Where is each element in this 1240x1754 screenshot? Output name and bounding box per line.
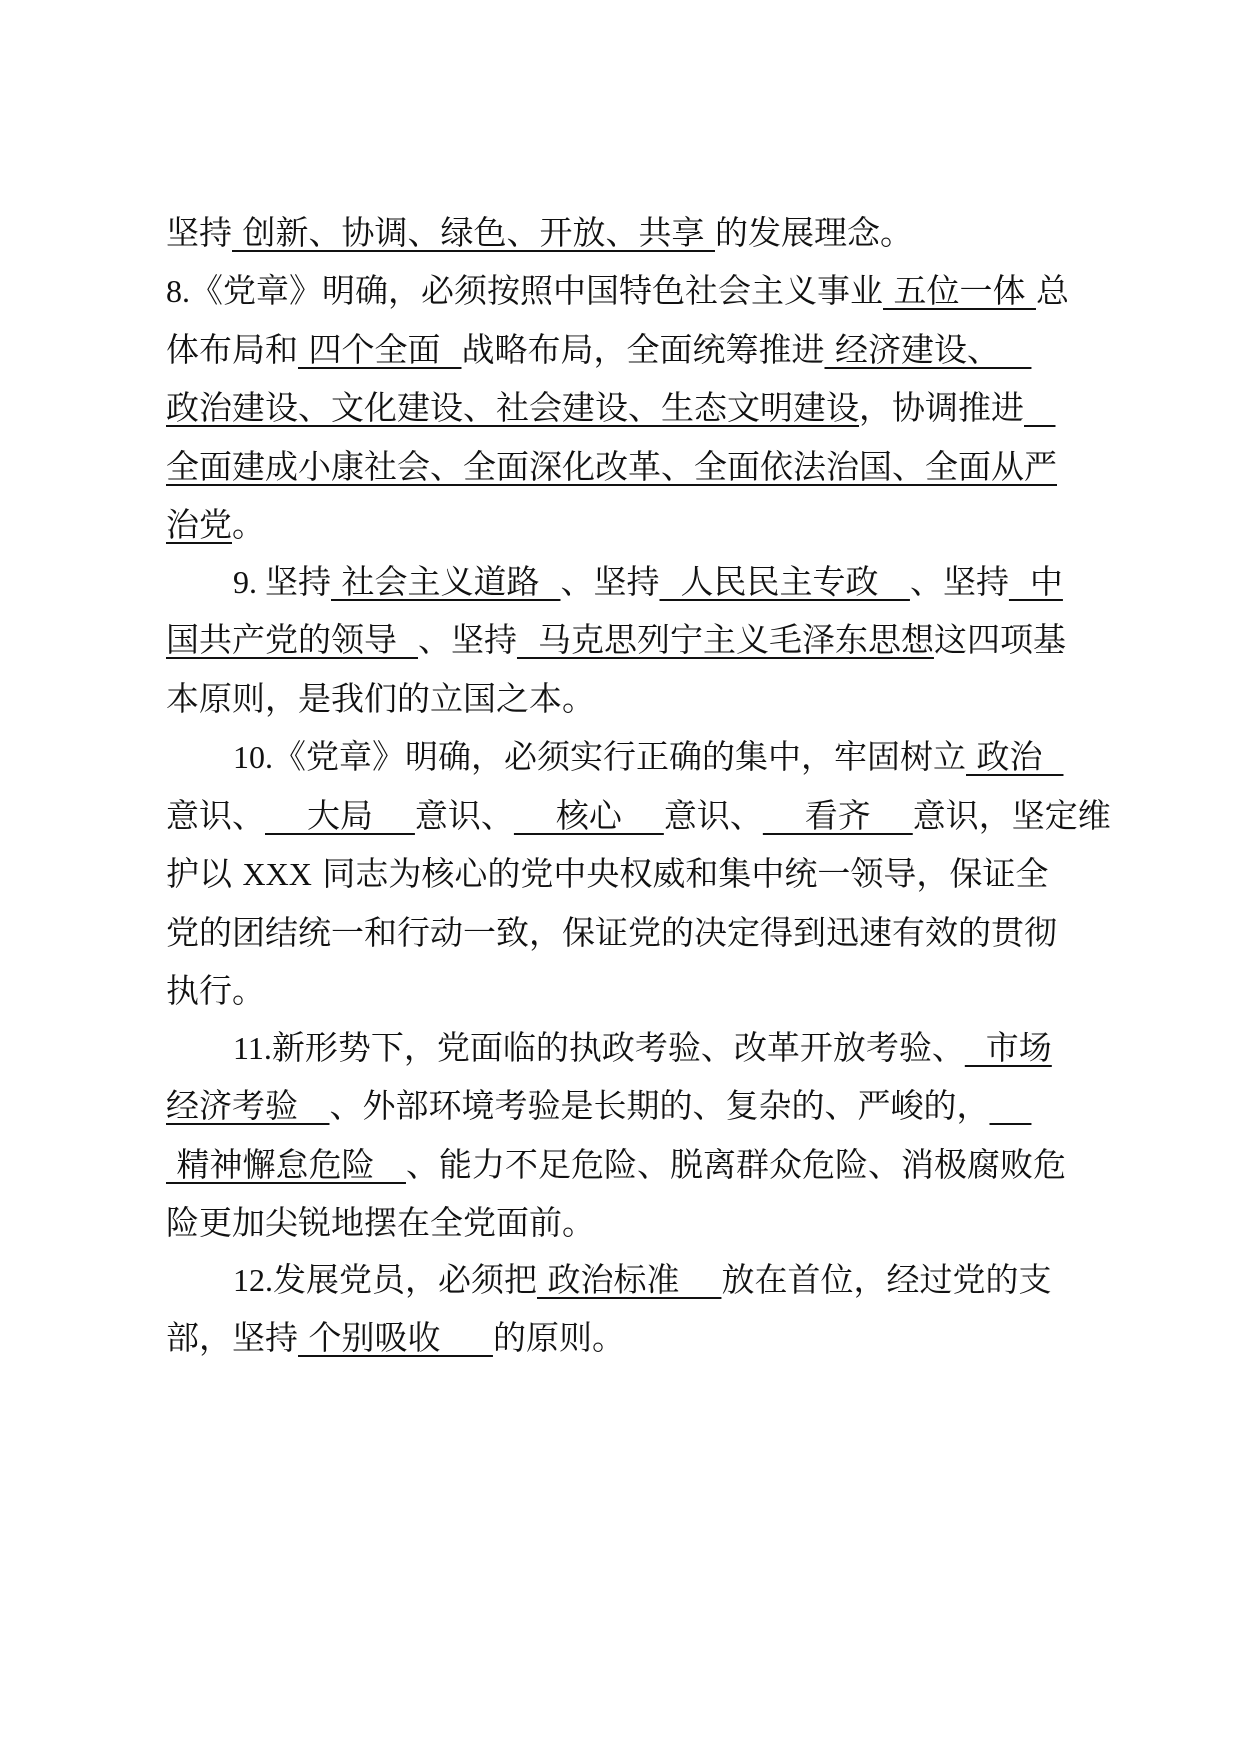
text-line [166,786,1111,846]
text-segment: 新形势下，党面临的执政考验、改革开放考验、 [271,1028,965,1067]
fill-in-answer: 精神懈怠危险 [166,1145,406,1184]
text-segment: 的发展理念。 [714,213,913,252]
text-line [166,1135,1076,1195]
fill-in-answer: 政治 [966,737,1064,776]
text-segment: 同志为核心的党中央权威和集中统一领导，保证全 [311,854,1049,893]
text-segment: 、外部环境考验是长期的、复杂的、严峻的， [329,1086,990,1125]
text-segment: 、坚持 [417,620,517,659]
text-segment: 《党章》明确，必须实行正确的集中，牢固树立 [273,737,966,776]
text-segment: 意识、 [663,796,763,835]
fill-in-answer: 经济考验 [166,1086,330,1125]
fill-in-answer: 政治建设、文化建设、社会建设、生态文明建设 [166,388,859,427]
text-line [166,495,1076,555]
text-segment: 意识，坚定维 [912,796,1111,835]
text-segment: 《党章》明确，必须按照中国特色社会主义事业 [190,271,883,310]
text-segment: 战略布局，全面统筹推进 [461,330,825,369]
fill-in-answer: 中 [1008,562,1063,601]
fill-in-answer: 个别吸收 [298,1318,493,1357]
fill-in-answer: 国共产党的领导 [166,620,418,659]
text-segment: 险更加尖锐地摆在全党面前。 [166,1203,595,1242]
fill-in-answer: 马克思列宁主义毛泽东思想 [516,620,934,659]
text-line [166,437,1076,497]
text-line [233,727,1076,787]
text-segment: ，协调推进 [859,388,1024,427]
fill-in-answer: 社会主义道路 [331,562,561,601]
fill-in-answer: 政治标准 [537,1260,722,1299]
fill-in-answer [1024,388,1055,427]
text-segment: 部，坚持 [166,1318,298,1357]
text-line [233,1018,1076,1078]
text-line [166,903,1076,963]
text-line [166,203,1076,263]
text-line [166,610,1076,670]
text-segment: 执行。 [166,971,265,1010]
fill-in-answer: 看齐 [762,796,913,835]
fill-in-answer: 市场 [964,1028,1052,1067]
fill-in-answer: 四个全面 [298,330,462,369]
fill-in-answer: 治党 [166,505,232,544]
text-line [166,1308,1076,1368]
fill-in-answer: 经济建设、 [824,330,1032,369]
text-segment: 这四项基 [933,620,1066,659]
text-line [166,961,1076,1021]
fill-in-answer: 创新、协调、绿色、开放、共享 [232,213,715,252]
text-segment: 8. [166,273,190,309]
fill-in-answer: 全面建成小康社会、全面深化改革、全面依法治国、全面从严 [166,447,1057,486]
text-segment: 意识、 [414,796,514,835]
text-segment: 本原则，是我们的立国之本。 [166,679,595,718]
text-line [233,552,1076,612]
text-segment: 体布局和 [166,330,298,369]
text-line [233,1250,1076,1310]
text-segment: 坚持 [166,213,232,252]
text-line [166,1193,1076,1253]
text-segment: 的原则。 [492,1318,625,1357]
text-segment: 党的团结统一和行动一致，保证党的决定得到迅速有效的贯彻 [166,913,1057,952]
text-segment: 12. [233,1262,273,1298]
text-segment: 、能力不足危险、脱离群众危险、消极腐败危 [405,1145,1066,1184]
text-segment: 、坚持 [909,562,1009,601]
fill-in-answer: 大局 [265,796,415,835]
text-segment: 。 [232,505,265,544]
text-segment: 护以 [166,854,243,893]
text-segment: XXX [242,856,312,892]
text-line [166,320,1076,380]
text-segment: 总 [1035,271,1069,310]
text-segment: 意识、 [166,796,265,835]
text-line [166,378,1076,438]
text-segment: 9. [233,564,265,600]
fill-in-answer [989,1086,1031,1125]
text-line [166,261,1076,321]
fill-in-answer: 核心 [513,796,664,835]
text-segment: 放在首位，经过党的支 [721,1260,1052,1299]
text-segment: 坚持 [265,562,331,601]
text-line [166,669,1076,729]
text-segment: 10. [233,739,273,775]
text-line [166,1076,1076,1136]
text-segment: 、坚持 [560,562,660,601]
text-line [166,844,1076,904]
fill-in-answer: 五位一体 [883,271,1036,310]
text-segment: 11. [233,1030,272,1066]
text-segment: 发展党员，必须把 [273,1260,537,1299]
fill-in-answer: 人民民主专政 [659,562,910,601]
